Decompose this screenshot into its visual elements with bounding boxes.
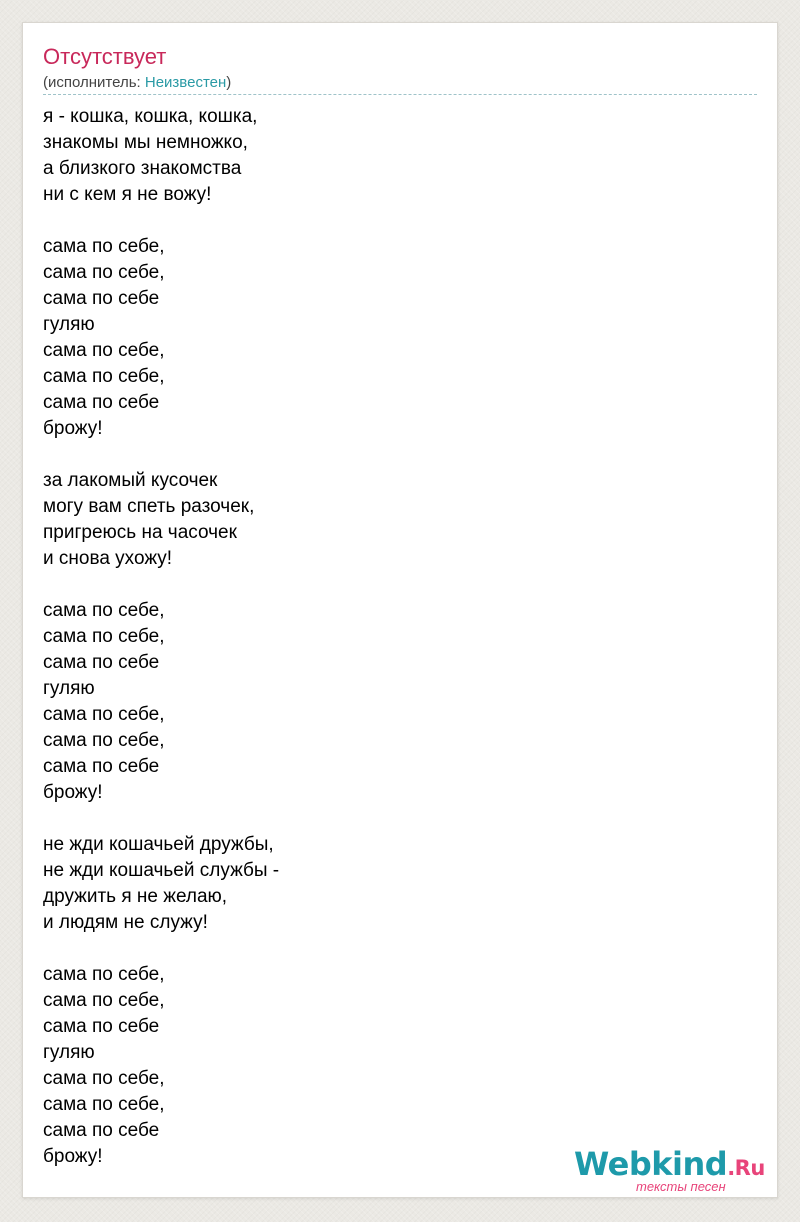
lyric-line: за лакомый кусочек — [43, 470, 218, 491]
title-divider — [43, 94, 757, 95]
lyric-line: знакомы мы немножко, — [43, 132, 248, 153]
lyric-line: гуляю — [43, 314, 95, 335]
lyric-line: сама по себе, — [43, 600, 165, 621]
lyric-line: я - кошка, кошка, кошка, — [43, 106, 258, 127]
lyrics-card — [22, 22, 778, 1198]
lyric-line: дружить я не желаю, — [43, 886, 228, 907]
lyric-line: сама по себе, — [43, 730, 165, 751]
lyric-line: сама по себе — [43, 392, 160, 413]
lyric-line: не жди кошачьей дружбы, — [43, 834, 274, 855]
lyric-line: не жди кошачьей службы - — [43, 860, 280, 881]
logo-name: Webkind — [574, 1145, 728, 1183]
lyric-line: брожу! — [43, 418, 103, 439]
lyric-line: сама по себе — [43, 652, 160, 673]
artist-line — [43, 73, 231, 93]
lyric-line: сама по себе — [43, 1016, 160, 1037]
lyrics-text — [43, 104, 743, 1170]
lyric-line: сама по себе — [43, 288, 160, 309]
lyric-line: сама по себе, — [43, 366, 165, 387]
lyric-line: сама по себе, — [43, 990, 165, 1011]
lyric-line: сама по себе, — [43, 964, 165, 985]
lyric-line: сама по себе — [43, 1120, 160, 1141]
site-logo[interactable] — [574, 1145, 769, 1195]
artist-link[interactable]: Неизвестен — [144, 74, 227, 91]
logo-suffix: .Ru — [727, 1156, 765, 1180]
artist-suffix: ) — [226, 74, 232, 91]
lyric-line: и снова ухожу! — [43, 548, 173, 569]
lyric-line: сама по себе, — [43, 626, 165, 647]
stanza-break — [43, 806, 743, 832]
lyric-line: сама по себе, — [43, 340, 165, 361]
lyric-line: сама по себе, — [43, 1068, 165, 1089]
lyric-line: гуляю — [43, 678, 95, 699]
lyric-line: сама по себе, — [43, 704, 165, 725]
song-title: Отсутствует — [43, 44, 167, 69]
lyric-line: сама по себе, — [43, 262, 165, 283]
lyric-line: сама по себе, — [43, 1094, 165, 1115]
lyric-line: сама по себе — [43, 756, 160, 777]
artist-prefix: (исполнитель: — [43, 74, 145, 91]
stanza-break — [43, 208, 743, 234]
lyric-line: а близкого знакомства — [43, 158, 242, 179]
lyric-line: сама по себе, — [43, 236, 165, 257]
stanza-break — [43, 442, 743, 468]
logo-tagline: тексты песен — [636, 1179, 726, 1194]
lyric-line: могу вам спеть разочек, — [43, 496, 255, 517]
lyric-line: ни с кем я не вожу! — [43, 184, 212, 205]
stanza-break — [43, 572, 743, 598]
lyric-line: гуляю — [43, 1042, 95, 1063]
lyric-line: брожу! — [43, 782, 103, 803]
stanza-break — [43, 936, 743, 962]
lyric-line: пригреюсь на часочек — [43, 522, 237, 543]
lyric-line: брожу! — [43, 1146, 103, 1167]
lyric-line: и людям не служу! — [43, 912, 208, 933]
